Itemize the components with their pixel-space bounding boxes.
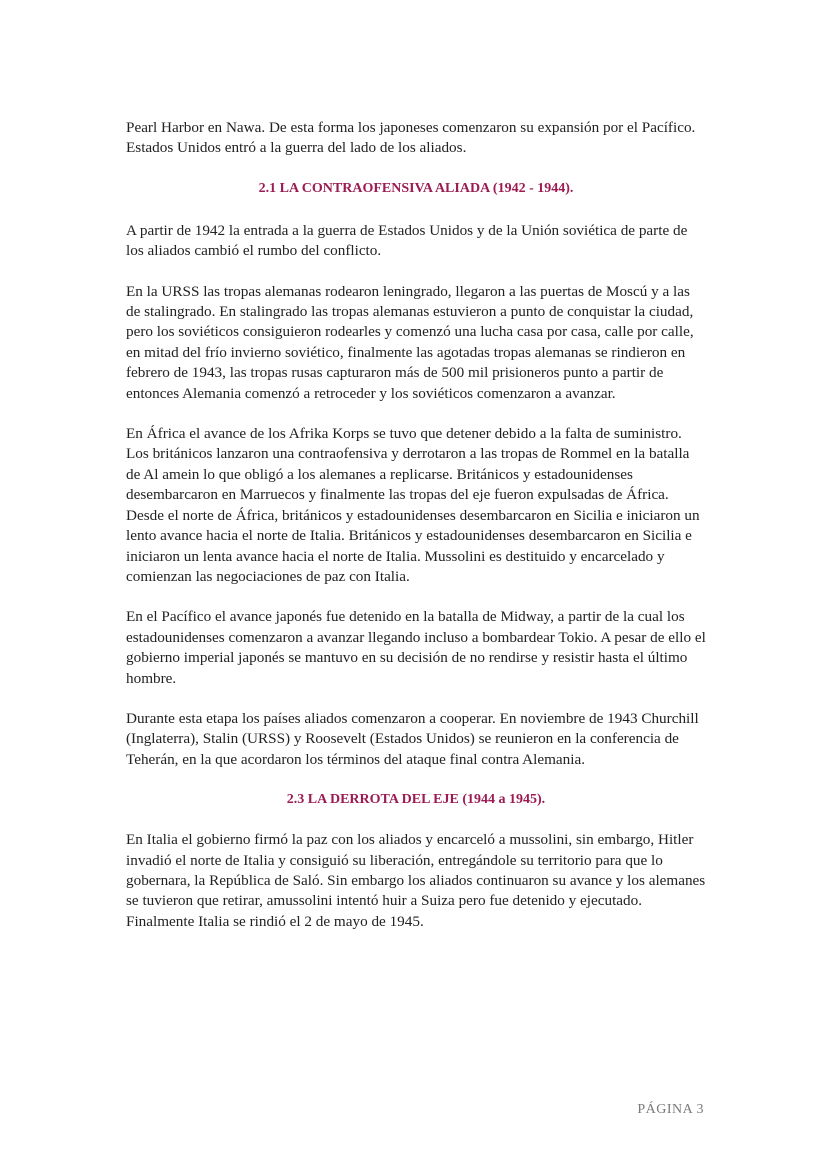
paragraph-urss: En la URSS las tropas alemanas rodearon leningrado, llegaron a las puertas de Moscú y a las de stalingrado. En stalingrado las tropas alemanas estuvieron a punto de conquistar la ciudad, pero los soviéticos consiguieron rodearles y comenzó una lucha casa por casa, calle por calle, en mitad del frío invierno soviético, finalmente las agotadas tropas alemanas se rindieron en febrero de 1943, las tropas rusas capturaron más de 500 mil prisioneros punto a partir de entonces Alemania comenzó a retroceder y los soviéticos comenzaron a avanzar. bbox=[126, 282, 694, 402]
page-content bbox=[126, 118, 706, 952]
section-heading-contraofensiva: 2.1 LA CONTRAOFENSIVA ALIADA (1942 - 1944). bbox=[258, 180, 574, 196]
paragraph-1942: A partir de 1942 la entrada a la guerra de Estados Unidos y de la Unión soviética de parte de los aliados cambió el rumbo del conflicto. bbox=[126, 221, 688, 260]
section-heading-derrota-eje: 2.3 LA DERROTA DEL EJE (1944 a 1945). bbox=[286, 792, 546, 808]
paragraph-pacifico: En el Pacífico el avance japonés fue detenido en la batalla de Midway, a partir de la cual los estadounidenses comenzaron a avanzar llegando incluso a bombardear Tokio. A pesar de ello el gobierno imperial japonés se mantuvo en su decisión de no rendirse y resistir hasta el último hombre. bbox=[126, 608, 706, 687]
page-number-footer: PÁGINA 3 bbox=[637, 1102, 704, 1117]
paragraph-africa: En África el avance de los Afrika Korps se tuvo que detener debido a la falta de suministro. Los británicos lanzaron una contraofensiva y derrotaron a las tropas de Rommel en la batalla de Al amein lo que obligó a los alemanes a replicarse. Británicos y estadounidenses desembarcaron en Marruecos y finalmente las tropas del eje fueron expulsadas de África. Desde el norte de África, británicos y estadounidenses desembarcaron en Sicilia e iniciaron un lento avance hacia el norte de Italia. Británicos y estadounidenses desembarcaron en Sicilia e iniciaron un lenta avance hacia el norte de Italia. Mussolini es destituido y encarcelado y comienzan las negociaciones de paz con Italia. bbox=[126, 425, 700, 585]
paragraph-italia: En Italia el gobierno firmó la paz con los aliados y encarceló a mussolini, sin embargo, Hitler invadió el norte de Italia y consiguió su liberación, entregándole su territorio para que lo gobernara, la República de Saló. Sin embargo los aliados continuaron su avance y los alemanes se tuvieron que retirar, amussolini intentó huir a Suiza pero fue detenido y ejecutado. Finalmente Italia se rindió el 2 de mayo de 1945. bbox=[126, 831, 706, 930]
paragraph-pearl-harbor: Pearl Harbor en Nawa. De esta forma los japoneses comenzaron su expansión por el Pacífico. Estados Unidos entró a la guerra del lado de los aliados. bbox=[126, 119, 696, 157]
paragraph-cooperacion: Durante esta etapa los países aliados comenzaron a cooperar. En noviembre de 1943 Churchill (Inglaterra), Stalin (URSS) y Roosevelt (Estados Unidos) se reunieron en la conferencia de Teherán, en la que acordaron los términos del ataque final contra Alemania. bbox=[126, 709, 699, 768]
